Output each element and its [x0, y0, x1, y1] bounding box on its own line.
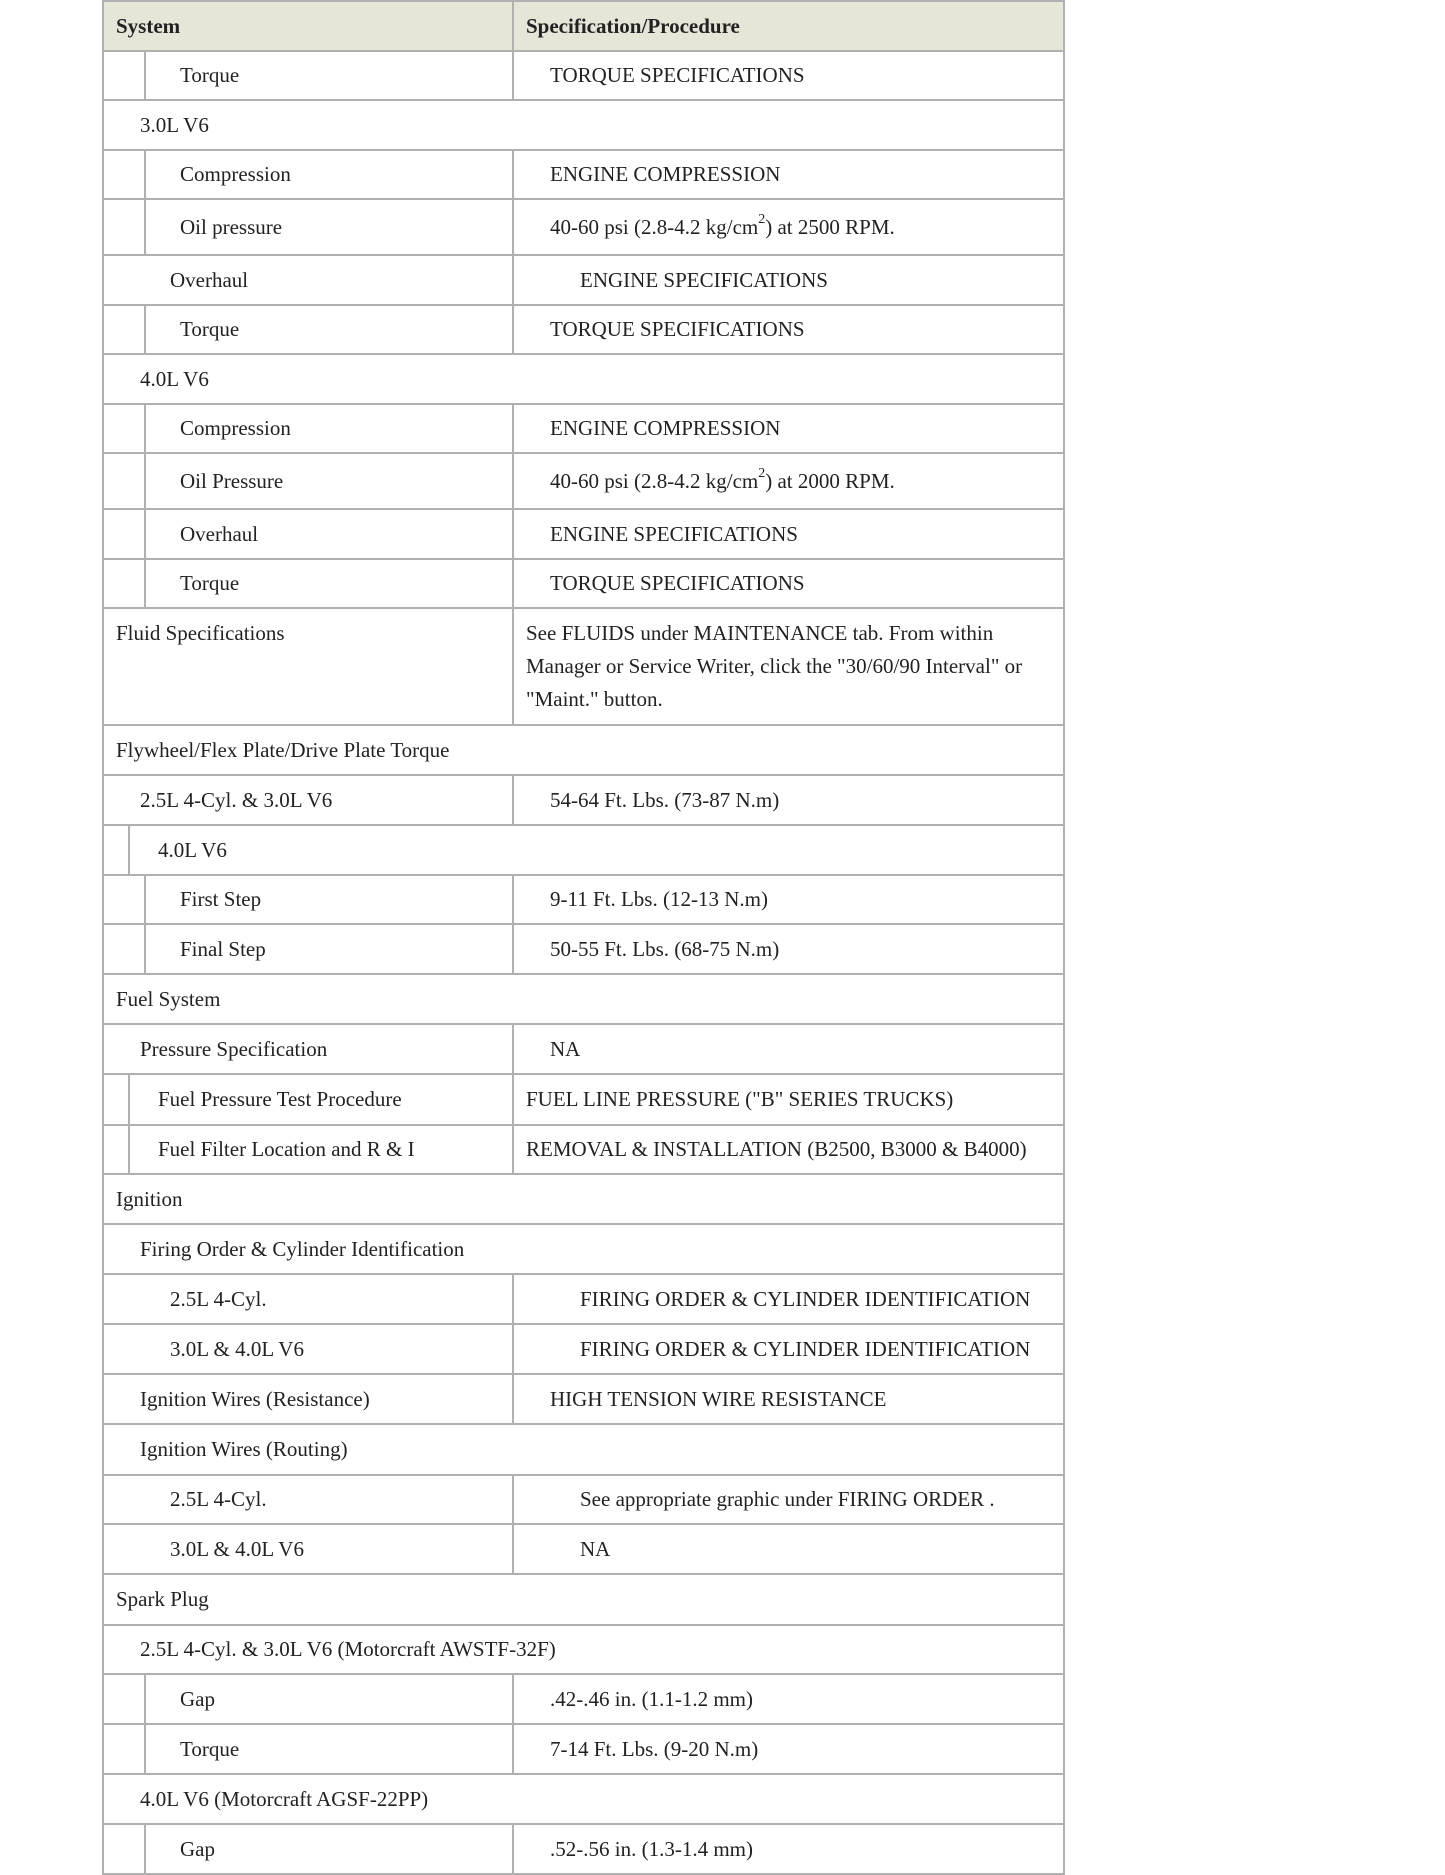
spec-cell: .42-.46 in. (1.1-1.2 mm): [550, 1686, 753, 1711]
system-cell: Overhaul: [104, 256, 514, 304]
table-row: [104, 151, 1063, 200]
spec-cell: 54-64 Ft. Lbs. (73-87 N.m): [550, 787, 780, 812]
system-cell: 2.5L 4-Cyl.: [104, 1476, 514, 1523]
spec-text: ) at 2000 RPM.: [765, 468, 895, 493]
table-row: [104, 1725, 1063, 1775]
spec-cell: NA: [550, 1036, 581, 1061]
spec-cell: ENGINE COMPRESSION: [550, 416, 781, 440]
header-system: System: [104, 2, 514, 50]
spec-cell: 9-11 Ft. Lbs. (12-13 N.m): [550, 887, 768, 911]
system-cell: Fuel System: [116, 986, 221, 1011]
table-row: [104, 1275, 1063, 1325]
table-row: [104, 975, 1063, 1025]
system-cell: Oil pressure: [104, 200, 514, 254]
table-row: [104, 1175, 1063, 1225]
system-cell: Fuel Filter Location and R & I: [104, 1126, 514, 1173]
table-row: [104, 52, 1063, 101]
spec-text: 40-60 psi (2.8-4.2 kg/cm: [550, 214, 759, 239]
table-row: [104, 1425, 1063, 1476]
table-row: [104, 101, 1063, 151]
table-row: [104, 1675, 1063, 1725]
system-cell: 4.0L V6: [158, 837, 227, 862]
system-cell: Fluid Specifications: [104, 609, 514, 724]
system-cell: Torque: [104, 306, 514, 353]
spec-cell: See FLUIDS under MAINTENANCE tab. From within Manager or Service Writer, click the "30/60/90 Interval" or "Maint." button.: [526, 621, 1023, 711]
table-row: [104, 200, 1063, 256]
table-row: [104, 1525, 1063, 1575]
table-row: [104, 405, 1063, 454]
table-row: [104, 776, 1063, 826]
system-cell: 3.0L V6: [140, 112, 209, 137]
table-row: [104, 609, 1063, 726]
spec-cell: TORQUE SPECIFICATIONS: [550, 571, 805, 595]
spec-cell: 40-60 psi (2.8-4.2 kg/cm $^2$ ) at 2000 RPM.: [514, 454, 1063, 508]
system-cell: Gap: [104, 1825, 514, 1873]
system-cell: Compression: [104, 151, 514, 198]
table-row: [104, 1225, 1063, 1275]
table-row: [104, 1825, 1063, 1875]
system-cell: Torque: [104, 52, 514, 99]
spec-cell: FIRING ORDER & CYLINDER IDENTIFICATION: [580, 1336, 1031, 1361]
system-cell: Ignition Wires (Routing): [140, 1437, 348, 1461]
spec-cell: FUEL LINE PRESSURE ("B" SERIES TRUCKS): [526, 1087, 954, 1111]
system-cell: Ignition: [116, 1186, 183, 1211]
system-cell: Final Step: [104, 925, 514, 973]
table-header: [104, 2, 1063, 52]
system-cell: 3.0L & 4.0L V6: [104, 1525, 514, 1573]
table-row: [104, 1775, 1063, 1825]
table-row: [104, 1325, 1063, 1375]
system-cell: Overhaul: [104, 510, 514, 558]
table-row: [104, 726, 1063, 776]
spec-cell: FIRING ORDER & CYLINDER IDENTIFICATION: [580, 1286, 1031, 1311]
table-row: [104, 1075, 1063, 1126]
system-cell: Gap: [104, 1675, 514, 1723]
spec-cell: ENGINE COMPRESSION: [550, 162, 781, 186]
system-cell: Torque: [104, 560, 514, 607]
table-row: [104, 1626, 1063, 1675]
system-cell: Spark Plug: [116, 1587, 209, 1611]
system-cell: 4.0L V6: [140, 366, 209, 391]
spec-cell: HIGH TENSION WIRE RESISTANCE: [550, 1386, 887, 1411]
table-row: [104, 1575, 1063, 1626]
system-cell: 2.5L 4-Cyl. & 3.0L V6 (Motorcraft AWSTF-32F): [140, 1637, 556, 1661]
table-row: [104, 1375, 1063, 1425]
system-cell: Flywheel/Flex Plate/Drive Plate Torque: [116, 737, 450, 762]
table-row: [104, 560, 1063, 609]
table-row: [104, 925, 1063, 975]
system-cell: 3.0L & 4.0L V6: [104, 1325, 514, 1373]
spec-text: 40-60 psi (2.8-4.2 kg/cm: [550, 468, 759, 493]
table-row: [104, 876, 1063, 925]
table-row: [104, 355, 1063, 405]
spec-cell: TORQUE SPECIFICATIONS: [550, 63, 805, 87]
system-cell: Firing Order & Cylinder Identification: [140, 1236, 465, 1261]
spec-cell: 7-14 Ft. Lbs. (9-20 N.m): [550, 1736, 759, 1761]
system-cell: First Step: [104, 876, 514, 923]
table-row: [104, 826, 1063, 876]
table-row: [104, 510, 1063, 560]
spec-cell: ENGINE SPECIFICATIONS: [550, 521, 798, 546]
spec-table: [102, 0, 1065, 1875]
spec-cell: TORQUE SPECIFICATIONS: [550, 317, 805, 341]
system-cell: Torque: [104, 1725, 514, 1773]
system-cell: 4.0L V6 (Motorcraft AGSF-22PP): [140, 1786, 429, 1811]
system-cell: 2.5L 4-Cyl.: [104, 1275, 514, 1323]
spec-text: ) at 2500 RPM.: [765, 214, 895, 239]
spec-cell: REMOVAL & INSTALLATION (B2500, B3000 & B4000): [526, 1137, 1027, 1161]
table-body: [104, 52, 1063, 1875]
table-row: [104, 306, 1063, 355]
system-cell: Fuel Pressure Test Procedure: [104, 1075, 514, 1124]
spec-cell: 50-55 Ft. Lbs. (68-75 N.m): [550, 936, 780, 961]
spec-cell: 40-60 psi (2.8-4.2 kg/cm $^2$ ) at 2500 RPM.: [514, 200, 1063, 254]
table-row: [104, 1126, 1063, 1175]
system-cell: Ignition Wires (Resistance): [104, 1375, 514, 1423]
header-spec: Specification/Procedure: [526, 13, 740, 38]
system-cell: Compression: [104, 405, 514, 452]
table-row: [104, 1025, 1063, 1075]
system-cell: 2.5L 4-Cyl. & 3.0L V6: [104, 776, 514, 824]
table-row: [104, 1476, 1063, 1525]
spec-cell: NA: [580, 1536, 611, 1561]
table-row: [104, 454, 1063, 510]
table-row: [104, 256, 1063, 306]
system-cell: Oil Pressure: [104, 454, 514, 508]
spec-cell: .52-.56 in. (1.3-1.4 mm): [550, 1836, 753, 1861]
indent-guide: [128, 826, 130, 874]
system-cell: Pressure Specification: [104, 1025, 514, 1073]
spec-cell: See appropriate graphic under FIRING ORDER .: [580, 1487, 995, 1511]
spec-cell: ENGINE SPECIFICATIONS: [580, 267, 828, 292]
